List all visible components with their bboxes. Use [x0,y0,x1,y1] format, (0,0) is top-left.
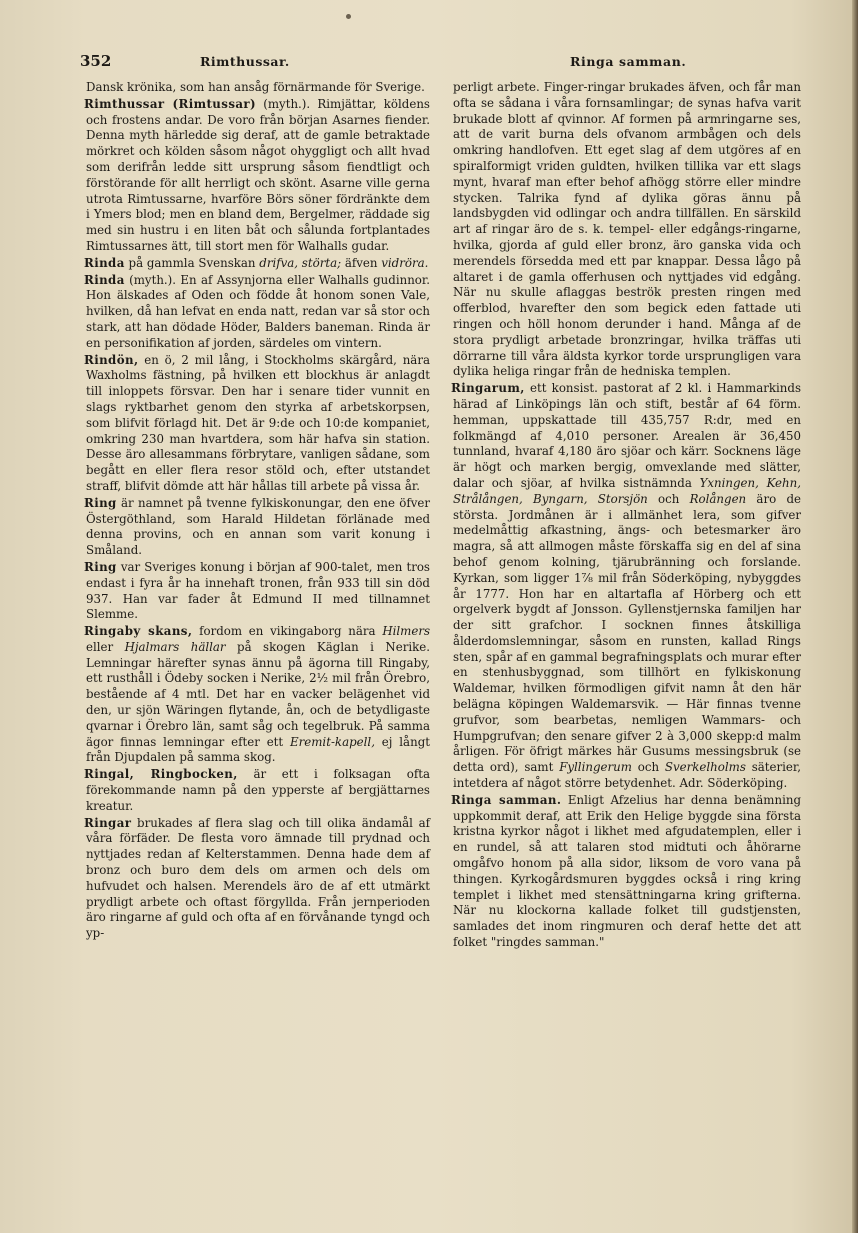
entry-text: brukades af flera slag och till olika ändamål af våra förfäder. De flesta voro ämnade till prydnad och nyttjades redan af Kelterstammen. Denna hade dem af bronz och buro dem dels om armen och dels om hufvudet och halsen. Merendels äro de af ett utmärkt prydligt arbete och oftast förgyllda. Från jernperioden äro ringarne af guld och ofta af en förvånande tyngd och yp- [86,815,430,941]
entry-headword: Ringarum, [451,381,525,396]
entry-headword: Ring [84,559,117,574]
continued-text [86,80,430,96]
page-number: 352 [80,52,112,70]
entry-text: eller [86,639,125,654]
italic-term: drifva, störta; [259,255,342,270]
right-column [453,80,801,952]
entry-text: ej långt från Djupdalen på samma skog. [86,734,430,765]
entry-text: Dansk krönika, som han ansåg förnärmande för Sverige. [86,80,425,94]
italic-term: vidröra. [381,255,429,270]
dictionary-entry [86,496,430,559]
continued-text [453,80,801,380]
entry-text: var Sveriges konung i början af 900-talet, men tros endast i fyra år ha innehaft tronen, från 933 till sin död 937. Han var fader åt Edmund II med tillnamnet Slemme. [86,559,430,622]
dictionary-entry [86,353,430,495]
entry-text: Enligt Afzelius har denna benämning uppkommit deraf, att Erik den Helige byggde sina första kristna kyrkor något i likhet med afgudatemplen, eller i en rundel, så att talaren stod midtuti och åhörarne omgåfvo honom på alla sidor, liksom de voro vana på thingen. Kyrkogårdsmuren byggdes också i ring kring templet i likhet med stensättningarna kring grifterna. När nu klockorna kallade folket till gudstjensten, samlades det inom ringmuren och deraf hette det att folket "ringdes samman." [453,792,801,950]
entry-text: på skogen Käglan i Nerike. Lemningar härefter synas ännu på ägorna till Ringaby, ett rusthåll i Ödeby socken i Nerike, 2½ mil från Örebro, bestående af 4 mtl. Det har en vacker belägenhet vid den, ur sjön Wäringen flytande, ån, och de betydligaste qvarnar i Örebro län, samt såg och tegelbruk. På samma ägor finnas lemningar efter ett [86,639,431,749]
running-head-left: Rimthussar. [200,54,290,69]
entry-headword: Ringa samman. [451,792,562,807]
entry-headword: Rimthussar (Rimtussar) [84,96,257,111]
entry-text: fordom en vikingaborg nära [192,624,383,639]
entry-text: på gammla Svenskan [124,255,260,270]
entry-headword: Rinda [84,255,125,270]
italic-term: Fyllingerum [559,760,632,775]
italic-term: Eremit-kapell, [290,734,375,749]
entry-headword: Rindön, [84,352,139,367]
left-column [86,80,430,943]
entry-text: ett konsist. pastorat af 2 kl. i Hammarkinds härad af Linköpings län och stift, består af 64 förm. hemman, uppskattade till 435,757 R:dr, med en folkmängd af 4,010 personer. Arealen är 36,450 tunnland, hvaraf 4,180 äro sjöar och kärr. Socknens läge är högt och marken bergig, omvexlande med slätter, dalar och sjöar, af hvilka sistnämnda [453,381,801,490]
italic-term: Sverkelholms [664,760,746,775]
italic-term: Yxningen, Kehn, Strålången, Byngarn, Storsjön [453,475,801,506]
page-header [80,52,840,74]
entry-headword: Ringal, Ringbocken, [84,767,238,782]
ink-spot [346,14,351,19]
entry-text: äfven [341,255,382,270]
entry-text: (myth.). En af Assynjorna eller Walhalls gudinnor. Hon älskades af Oden och födde åt honom sonen Vale, hvilken, då han lefvat en enda natt, redan var så stor och stark, att han dödade Höder, Balders baneman. Rinda är en personifikation af jorden, särdeles om vintern. [86,272,430,350]
entry-text: äro de största. Jordmånen är i allmänhet lera, som gifver medelmåttig afkastning, ängs- och betesmarker äro magra, så att allmogen måste förskaffa sig en del af sina behof genom kolning, tjärubränning och forslande. Kyrkan, som ligger 1⅞ mil från Söderköping, nybyggdes år 1777. Hon har en altartafla af Hörberg och ett orgelverk bygdt af Jonsson. Gyllenstjernska familjen har der sitt grafchor. I socknen finnes åtskilliga ålderdomslemningar, såsom en runsten, kallad Rings sten, spår af en gammal begrafningsplats och murar efter en stenhusbyggnad, som tillhört en fylkiskonung Waldemar, hvilken förmodligen gifvit namn åt den här belägna köpingen Waldemarsvik. — Här finnas tvenne grufvor, som bearbetas, nemligen Wammars- och Humpgrufvan; den senare gifver 2 à 3,000 skepp:d malm årligen. För öfrigt märkes här Gusums messingsbruk (se detta ord), samt [453,491,802,775]
dictionary-entry [86,816,430,942]
dictionary-entry [86,273,430,352]
dictionary-entry [86,560,430,623]
dictionary-entry [453,381,801,792]
entry-headword: Ringaby skans, [84,624,193,639]
entry-text: och [631,760,665,775]
entry-text: säterier, intetdera af något större betydenhet. Adr. Söderköping. [453,760,801,791]
italic-term: Hjalmars hällar [124,639,226,654]
running-head-right: Ringa samman. [570,54,687,69]
entry-text: (myth.). Rimjättar, köldens och frostens andar. De voro från början Asarnes fiender. Denna myth härledde sig deraf, att de gamle betraktade mörkret och kölden såsom något ohyggligt och allt hvad som derifrån ledde sitt ursprung såsom fiendtligt och förstörande för allt herrligt och skönt. Asarne ville gerna utrota Rimtussarne, hvarföre Börs söner fördränkte dem i Ymers blod; men en bland dem, Bergelmer, räddade sig med sin hustru i en liten båt och sålunda fortplantades Rimtussarnes ätt, till stort men för Walhalls gudar. [86,96,430,253]
entry-headword: Ringar [84,815,132,830]
dictionary-entry [86,767,430,814]
dictionary-entry [86,624,430,766]
dictionary-entry [86,256,430,272]
italic-term: Rolången [689,491,747,506]
italic-term: Hilmers [382,624,431,639]
entry-text: en ö, 2 mil lång, i Stockholms skärgård, nära Waxholms fästning, på hvilken ett blockhus är anlagdt till inloppets försvar. Den har i senare tider vunnit en slags ryktbarhet genom den styrka af arbetskorpsen, som blifvit förlagd hit. Det är 9:de och 10:de kompaniet, omkring 230 man hvartdera, som här hafva sin station. Desse äro allesammans förbrytare, vanligen sådane, som begått en eller flera resor stöld och, efter utstandet straff, blifvit dömde att här hållas till arbete på vissa år. [86,352,430,493]
entry-headword: Ring [84,495,117,510]
entry-text: är ett i folksagan ofta förekommande namn på den ypperste af bergjättarnes kreatur. [86,767,430,813]
dictionary-entry [453,793,801,951]
dictionary-entry [86,97,430,255]
entry-text: är namnet på tvenne fylkiskonungar, den ene öfver Östergöthland, som Harald Hildetan förlänade med denna provins, och en annan som varit konung i Småland. [86,495,430,558]
page-edge-shadow [852,0,858,1233]
entry-text: och [647,491,690,506]
entry-headword: Rinda [84,272,125,287]
entry-text: perligt arbete. Finger-ringar brukades äfven, och får man ofta se sådana i våra fornsamlingar; de synas hafva varit brukade blott af qvinnor. Af formen på armringarne ses, att de varit burna dels ofvanom armbågen och dels omkring handlofven. Ett eget slag af dem utgöres af en spiralformigt vriden guldten, hvilken tillika var ett slags mynt, hvaraf man efter behof afhögg större eller mindre stycken. Talrika fynd af dylika göras ännu på landsbygden vid odlingar och andra tillfällen. En särskild art af ringar äro de s. k. tempel- eller edgångs-ringarne, hvilka, gjorda af guld eller bronz, äro ganska vida och merendels försedda med ett par knappar. Dessa lågo på altaret i de gamla offerhusen och nyttjades vid edgång. När nu skulle aflaggas beströk presten ringen med offerblod, hvarefter den som begick eden fattade uti ringen och höll honom derunder i hand. Många af de stora prydligt arbetade bronzringar, hvilka träffas uti dörrarne till våra äldsta kyrkor torde ursprungligen vara dylika heliga ringar från de hedniska templen. [453,80,801,379]
